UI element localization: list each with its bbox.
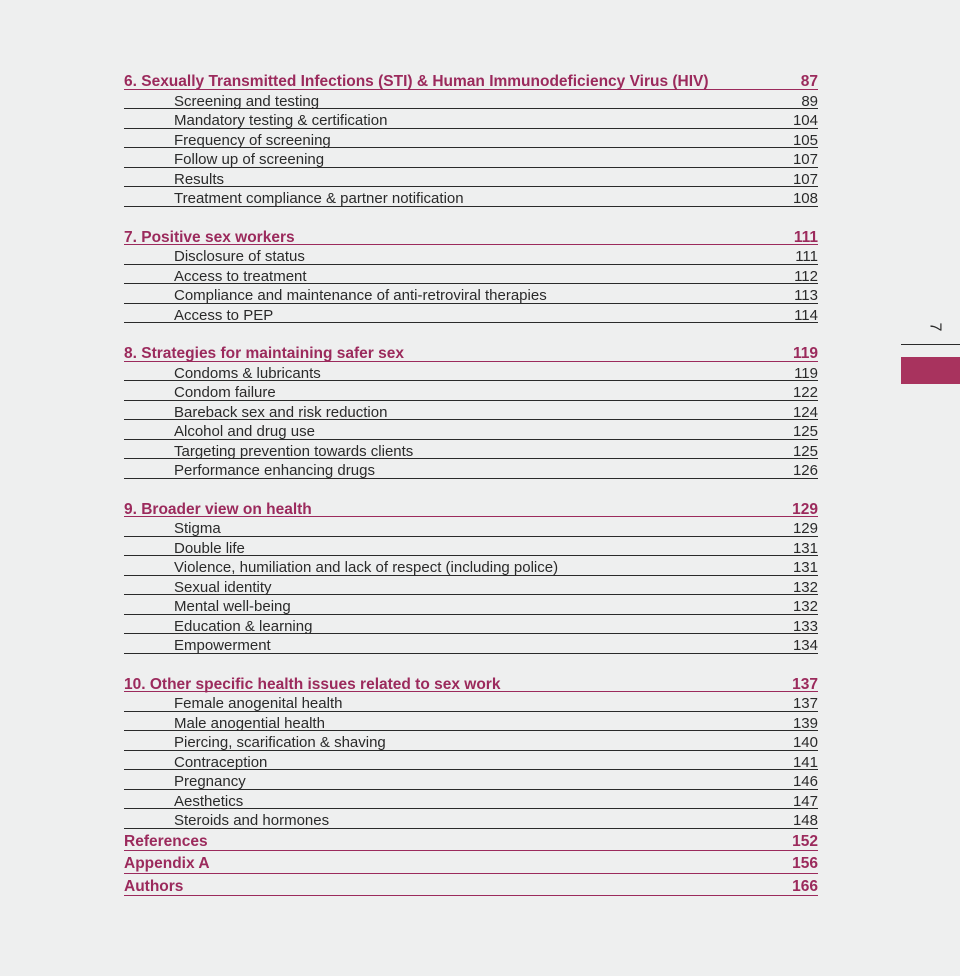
end-entry-page: 166 bbox=[792, 877, 818, 895]
toc-entry[interactable] bbox=[124, 442, 818, 462]
entry-page: 105 bbox=[792, 131, 818, 149]
toc-entry[interactable] bbox=[124, 578, 818, 598]
entry-label: Mental well-being bbox=[174, 598, 291, 615]
toc-entry[interactable] bbox=[124, 617, 818, 637]
section-title: 7. Positive sex workers bbox=[124, 228, 295, 246]
entry-label: Male anogential health bbox=[174, 714, 325, 732]
toc-section-7 bbox=[124, 228, 818, 326]
toc-entry[interactable] bbox=[124, 403, 818, 423]
end-entry-page: 152 bbox=[792, 832, 818, 850]
toc-entry[interactable] bbox=[124, 247, 818, 267]
toc-entry[interactable] bbox=[124, 131, 818, 151]
section-page: 111 bbox=[793, 228, 818, 246]
entry-page: 124 bbox=[792, 403, 818, 421]
entry-label: Violence, humiliation and lack of respect (including police) bbox=[174, 559, 559, 576]
toc-entry[interactable] bbox=[124, 714, 818, 734]
entry-label: Frequency of screening bbox=[174, 131, 331, 149]
entry-label: Access to PEP bbox=[174, 306, 274, 324]
toc-entry[interactable] bbox=[124, 267, 818, 287]
entry-page: 140 bbox=[792, 734, 818, 751]
entry-page: 139 bbox=[792, 714, 818, 732]
entry-page: 131 bbox=[792, 559, 818, 576]
entry-label: Access to treatment bbox=[174, 267, 307, 285]
toc-section-10 bbox=[124, 675, 818, 831]
entry-label: Follow up of screening bbox=[174, 151, 325, 168]
section-title: 6. Sexually Transmitted Infections (STI) & Human Immunodeficiency Virus (HIV) bbox=[124, 73, 709, 90]
entry-page: 104 bbox=[792, 112, 818, 129]
toc-section-heading[interactable] bbox=[124, 675, 818, 695]
entry-page: 132 bbox=[792, 598, 818, 615]
toc-entry[interactable] bbox=[124, 733, 818, 753]
entry-page: 122 bbox=[792, 384, 818, 401]
toc-entry[interactable] bbox=[124, 792, 818, 812]
entry-label: Education & learning bbox=[174, 617, 313, 635]
entry-page: 132 bbox=[792, 578, 818, 596]
section-page: 137 bbox=[792, 675, 818, 693]
toc-end-entry-appendix[interactable] bbox=[124, 853, 818, 876]
entry-page: 112 bbox=[794, 267, 818, 285]
entry-label: Disclosure of status bbox=[174, 248, 305, 265]
entry-label: Sexual identity bbox=[174, 578, 272, 596]
toc-entry[interactable] bbox=[124, 772, 818, 792]
entry-label: Stigma bbox=[174, 520, 221, 537]
toc-entry[interactable] bbox=[124, 189, 818, 209]
entry-page: 107 bbox=[792, 151, 818, 168]
entry-label: Screening and testing bbox=[174, 92, 320, 110]
entry-page: 141 bbox=[792, 753, 818, 771]
toc-end-entry-references[interactable] bbox=[124, 831, 818, 854]
toc-section-heading[interactable] bbox=[124, 228, 818, 248]
toc-entry[interactable] bbox=[124, 694, 818, 714]
toc-section-8 bbox=[124, 344, 818, 481]
end-entry-title: Authors bbox=[124, 877, 184, 895]
toc-entry[interactable] bbox=[124, 92, 818, 112]
entry-label: Condom failure bbox=[174, 384, 276, 401]
entry-label: Pregnancy bbox=[174, 773, 246, 790]
leader-rule bbox=[124, 850, 818, 851]
section-page: 87 bbox=[800, 73, 818, 90]
toc-section-heading[interactable] bbox=[124, 500, 818, 520]
toc-entry[interactable] bbox=[124, 539, 818, 559]
toc-entry[interactable] bbox=[124, 558, 818, 578]
entry-page: 137 bbox=[792, 695, 818, 712]
entry-label: Alcohol and drug use bbox=[174, 423, 315, 440]
entry-page: 125 bbox=[792, 442, 818, 460]
toc-entry[interactable] bbox=[124, 306, 818, 326]
entry-label: Compliance and maintenance of anti-retroviral therapies bbox=[174, 287, 547, 304]
toc-entry[interactable] bbox=[124, 383, 818, 403]
end-entry-page: 156 bbox=[792, 855, 818, 872]
toc-entry[interactable] bbox=[124, 519, 818, 539]
end-entry-title: References bbox=[124, 832, 208, 850]
entry-label: Bareback sex and risk reduction bbox=[174, 403, 388, 421]
toc-entry[interactable] bbox=[124, 364, 818, 384]
entry-label: Empowerment bbox=[174, 637, 271, 654]
entry-page: 107 bbox=[792, 170, 818, 188]
entry-label: Results bbox=[174, 170, 225, 188]
entry-label: Piercing, scarification & shaving bbox=[174, 734, 386, 751]
leader-rule bbox=[124, 873, 818, 874]
toc-entry[interactable] bbox=[124, 461, 818, 481]
page-number: 7 bbox=[926, 322, 944, 332]
entry-page: 89 bbox=[801, 92, 818, 110]
leader-rule bbox=[124, 895, 818, 896]
entry-page: 125 bbox=[792, 423, 818, 440]
section-page: 129 bbox=[792, 500, 818, 518]
section-title: 10. Other specific health issues related to sex work bbox=[124, 675, 501, 693]
toc-section-9 bbox=[124, 500, 818, 656]
entry-label: Steroids and hormones bbox=[174, 812, 330, 829]
toc-entry[interactable] bbox=[124, 170, 818, 190]
entry-page: 111 bbox=[795, 248, 818, 265]
entry-page: 119 bbox=[794, 364, 818, 382]
toc-entry[interactable] bbox=[124, 111, 818, 131]
entry-page: 131 bbox=[792, 539, 818, 557]
table-of-contents bbox=[124, 72, 818, 898]
section-title: 8. Strategies for maintaining safer sex bbox=[124, 345, 404, 362]
toc-entry[interactable] bbox=[124, 150, 818, 170]
entry-page: 108 bbox=[792, 190, 818, 207]
end-entry-title: Appendix A bbox=[124, 855, 210, 872]
section-page: 119 bbox=[792, 345, 818, 362]
entry-page: 148 bbox=[792, 812, 818, 829]
entry-page: 114 bbox=[794, 306, 818, 324]
entry-label: Double life bbox=[174, 539, 245, 557]
entry-page: 126 bbox=[792, 462, 818, 479]
toc-entry[interactable] bbox=[124, 811, 818, 831]
entry-label: Female anogenital health bbox=[174, 695, 343, 712]
side-divider bbox=[901, 344, 960, 345]
entry-page: 129 bbox=[792, 520, 818, 537]
entry-page: 146 bbox=[792, 773, 818, 790]
entry-label: Performance enhancing drugs bbox=[174, 462, 375, 479]
toc-entry[interactable] bbox=[124, 597, 818, 617]
toc-entry[interactable] bbox=[124, 636, 818, 656]
leader-rule bbox=[124, 536, 818, 537]
entry-label: Mandatory testing & certification bbox=[174, 112, 388, 129]
toc-entry[interactable] bbox=[124, 422, 818, 442]
chapter-color-tab bbox=[901, 357, 960, 384]
entry-label: Aesthetics bbox=[174, 792, 244, 810]
toc-section-heading[interactable] bbox=[124, 344, 818, 364]
entry-label: Treatment compliance & partner notification bbox=[174, 190, 464, 207]
toc-end-entry-authors[interactable] bbox=[124, 876, 818, 899]
toc-section-6 bbox=[124, 72, 818, 209]
section-title: 9. Broader view on health bbox=[124, 500, 312, 518]
entry-page: 133 bbox=[792, 617, 818, 635]
leader-rule bbox=[124, 186, 818, 187]
entry-page: 113 bbox=[794, 287, 818, 304]
toc-section-heading[interactable] bbox=[124, 72, 818, 92]
entry-label: Contraception bbox=[174, 753, 268, 771]
entry-page: 147 bbox=[792, 792, 818, 810]
toc-entry[interactable] bbox=[124, 286, 818, 306]
entry-label: Targeting prevention towards clients bbox=[174, 442, 414, 460]
entry-label: Condoms & lubricants bbox=[174, 364, 321, 382]
entry-page: 134 bbox=[792, 637, 818, 654]
toc-entry[interactable] bbox=[124, 753, 818, 773]
